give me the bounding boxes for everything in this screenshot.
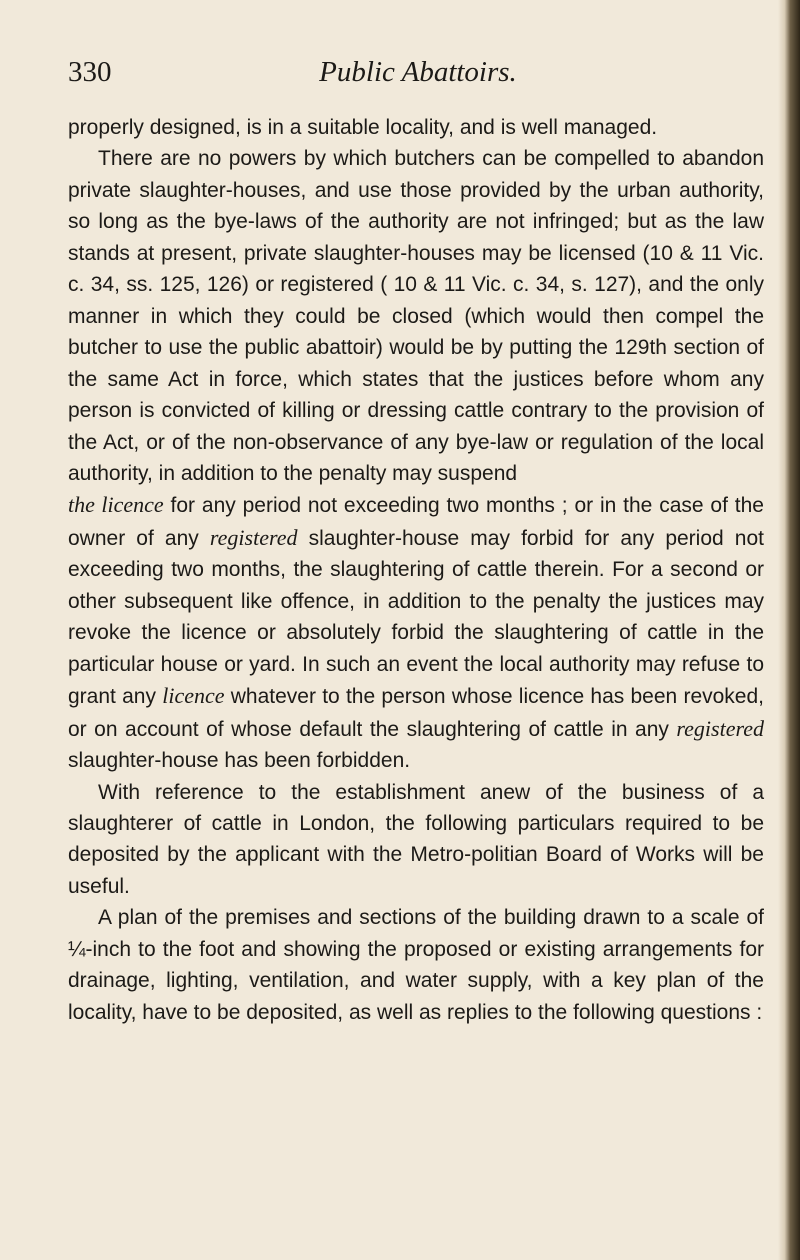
paragraph-5: A plan of the premises and sections of the building drawn to a scale of ¼-inch to the foot and showing the proposed or existing arrangements for drainage, lighting, ventilation, and water supply, with a key plan of the locality, have to be deposited, as well as replies to the following questions : xyxy=(68,906,764,1024)
page-number: 330 xyxy=(68,56,112,88)
paragraph-3-text-1: for any period not exceeding two months ; or in the case of the owner of any xyxy=(68,494,764,550)
page-header xyxy=(68,52,768,92)
italic-the-licence: the licence xyxy=(68,492,164,518)
body-text xyxy=(68,112,764,1028)
paragraph-3-text-2: slaughter-house may forbid for any period not exceeding two months, the slaughtering of cattle therein. For a second or other subsequent like offence, in addition to the penalty the justices may revoke the licence or absolutely forbid the slaughtering of cattle in the particular house or yard. In such an event the local authority may refuse to grant any xyxy=(68,526,764,709)
running-title: Public Abattoirs. xyxy=(319,56,517,88)
italic-licence: licence xyxy=(162,683,225,709)
paragraph-2: There are no powers by which butchers can be compelled to abandon private slaughter-houses, and use those provided by the urban authority, so long as the bye-laws of the authority are not infringed; but as the law stands at present, private slaughter-houses may be licensed (10 & 11 Vic. c. 34, ss. 125, 126) or registered ( 10 & 11 Vic. c. 34, s. 127), and the only manner in which they could be closed (which would then compel the butcher to use the public abattoir) would be by putting the 129th section of the same Act in force, which states that the justices before whom any person is convicted of killing or dressing cattle contrary to the provision of the Act, or of the non-observance of any bye-law or regulation of the local authority, in addition to the penalty may suspend xyxy=(68,147,764,485)
paragraph-4: With reference to the establishment anew of the business of a slaughterer of cattle in London, the following particulars required to be deposited by the applicant with the Metro-politian Board of Works will be useful. xyxy=(68,780,764,898)
book-spine-shadow xyxy=(778,0,800,1260)
paragraph-3 xyxy=(68,489,764,776)
paragraph-3-text-3: whatever to the person whose licence has been revoked, or on account of whose default the slaughtering of cattle in any xyxy=(68,685,764,741)
paragraph-1: properly designed, is in a suitable locality, and is well managed. xyxy=(68,116,658,139)
paragraph-3-text-4: slaughter-house has been forbidden. xyxy=(68,749,411,773)
italic-registered-2: registered xyxy=(676,715,764,741)
italic-registered-1: registered xyxy=(209,524,298,550)
